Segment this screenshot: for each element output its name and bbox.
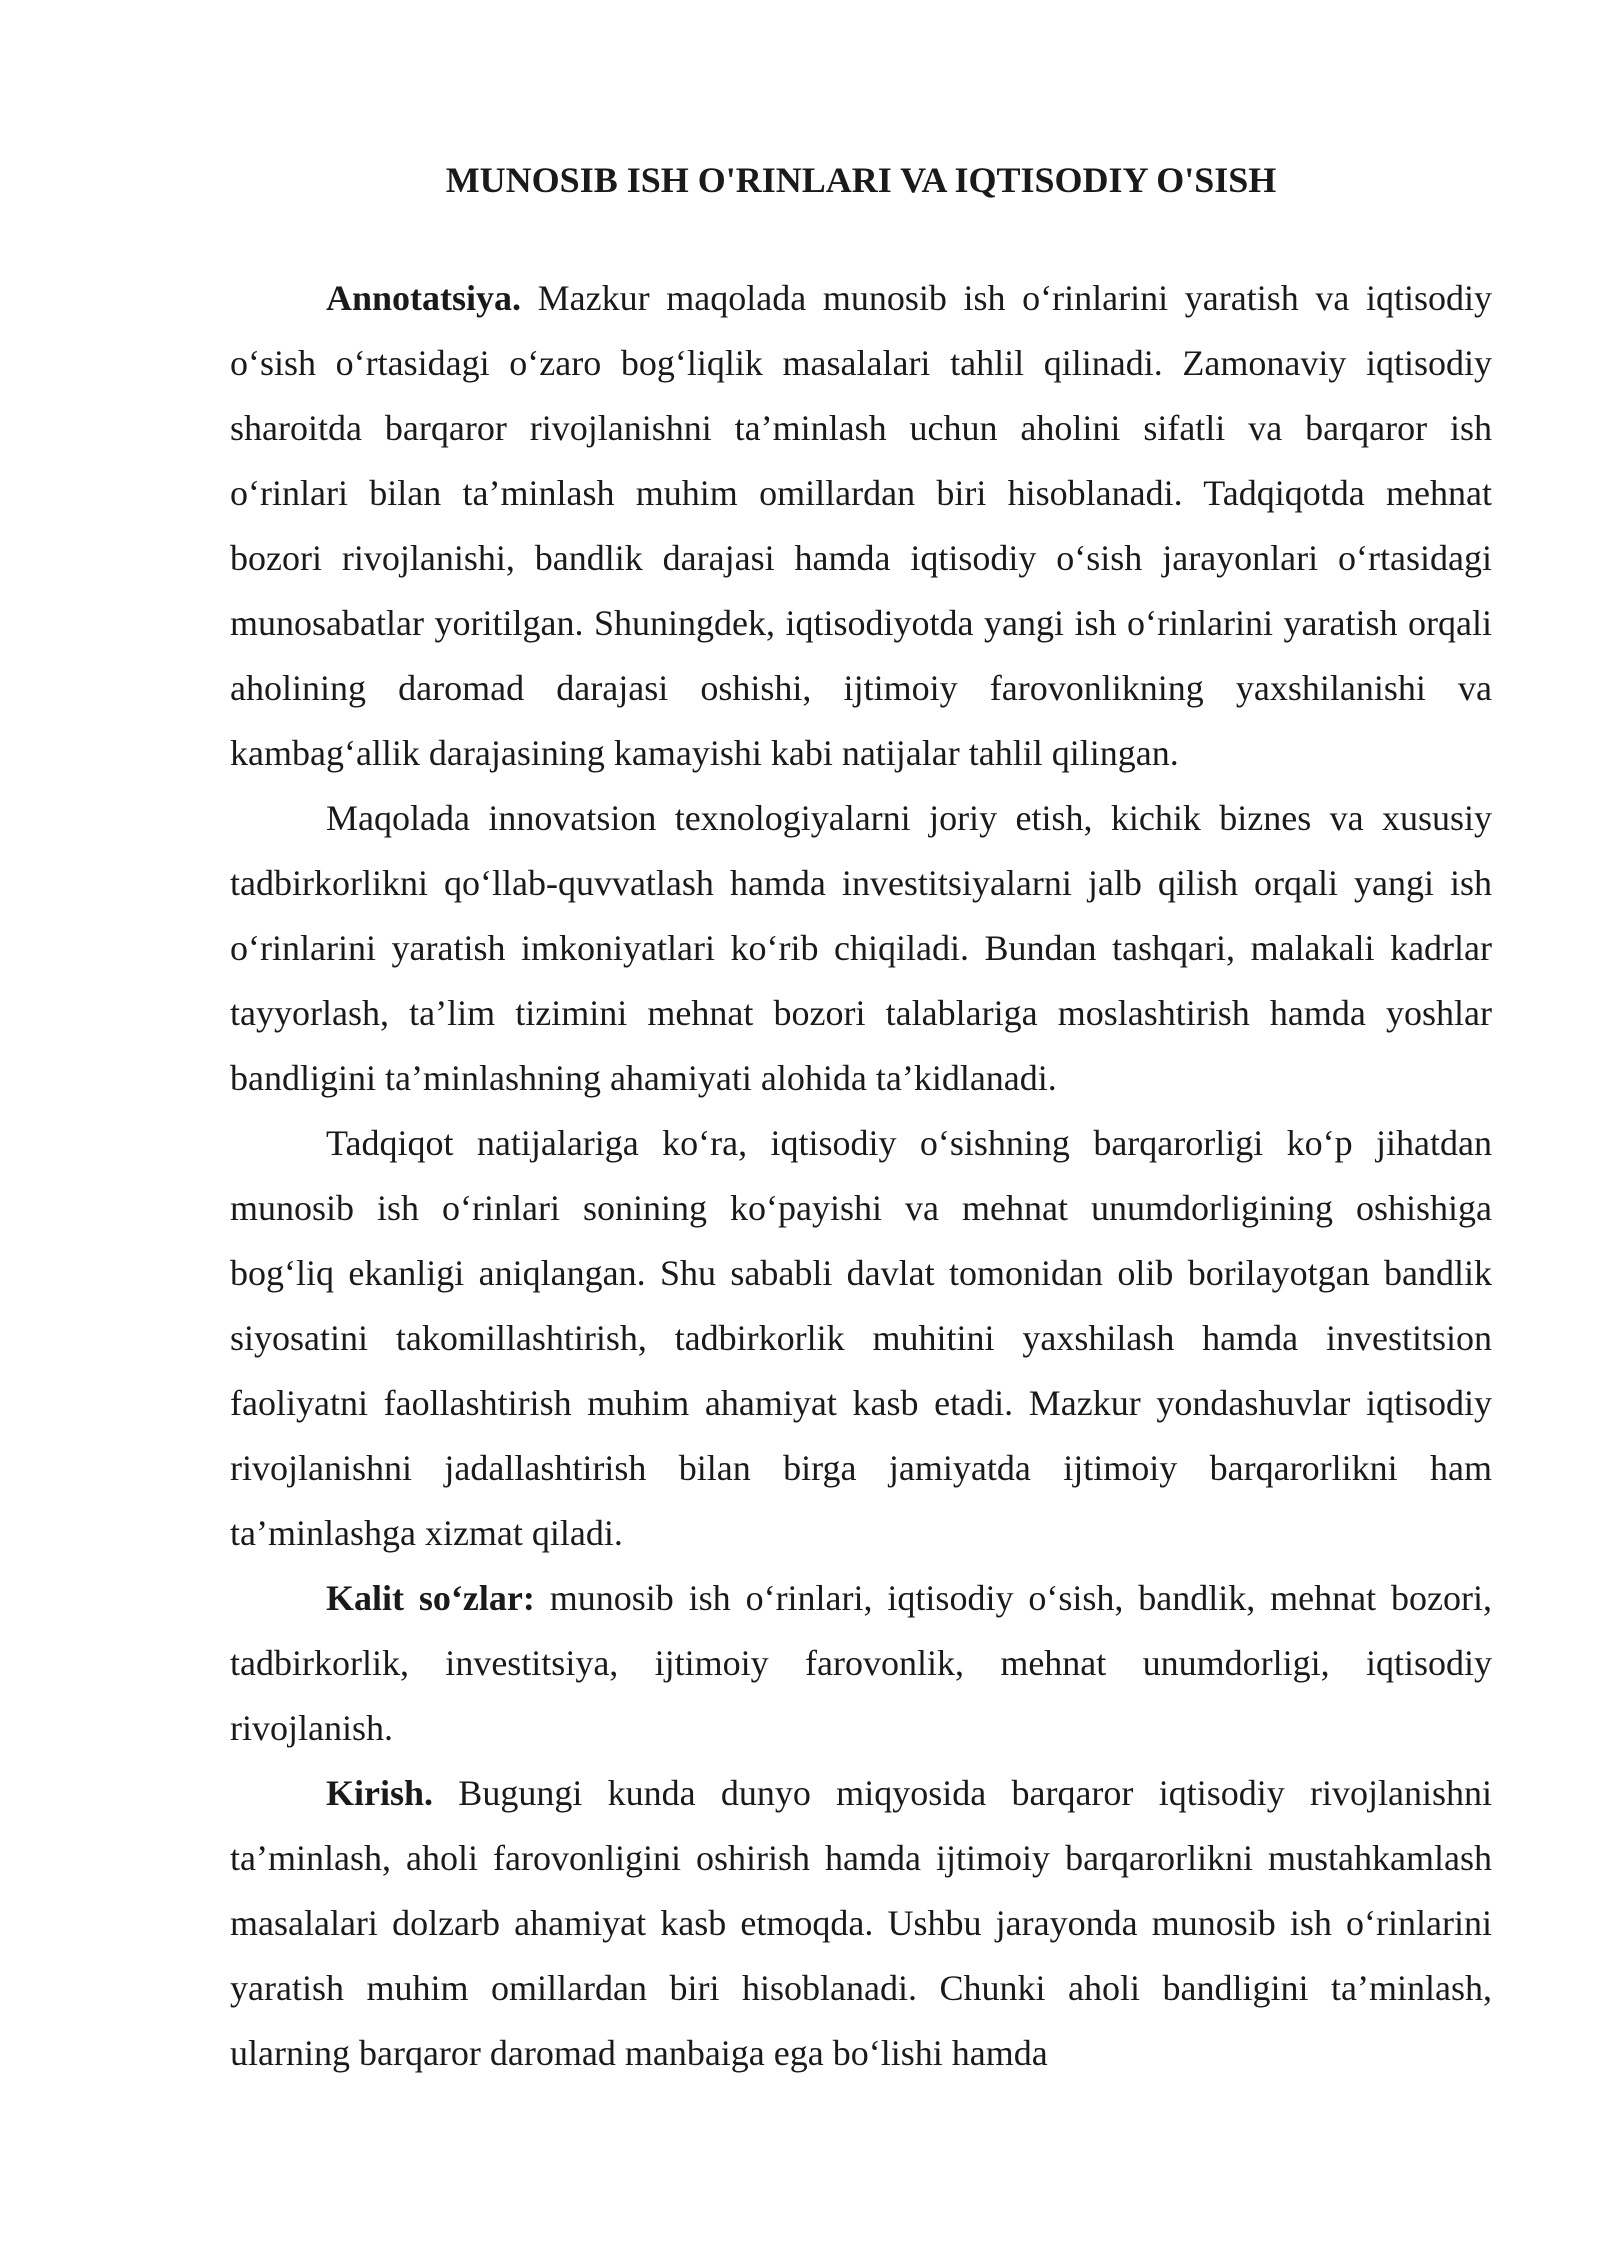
body-paragraph-2: Maqolada innovatsion texnologiyalarni joriy etish, kichik biznes va xususiy tadbirkorlikni qo‘llab-quvvatlash hamda investitsiyalarni jalb qilish orqali yangi ish o‘rinlarini yaratish imkoniyatlari ko‘rib chiqiladi. Bundan tashqari, malakali kadrlar tayyorlash, ta’lim tizimini mehnat bozori talablariga moslashtirish hamda yoshlar bandligini ta’minlashning ahamiyati alohida ta’kidlanadi. — [230, 798, 1492, 1098]
annotation-lead: Annotatsiya. — [326, 278, 522, 318]
document-title: MUNOSIB ISH O'RINLARI VA IQTISODIY O'SISH — [445, 160, 1277, 200]
introduction-text: Bugungi kunda dunyo miqyosida barqaror iqtisodiy rivojlanishni ta’minlash, aholi farovonligini oshirish hamda ijtimoiy barqarorlikni mustahkamlash masalalari dolzarb ahamiyat kasb etmoqda. Ushbu jarayonda munosib ish o‘rinlarini yaratish muhim omillardan biri hisoblanadi. Chunki aholi bandligini ta’minlash, ularning barqaror daromad manbaiga ega bo‘lishi hamda — [230, 1773, 1492, 2073]
keywords-lead: Kalit so‘zlar: — [326, 1578, 535, 1618]
document-page — [230, 130, 1492, 2086]
body-paragraph-3: Tadqiqot natijalariga ko‘ra, iqtisodiy o‘sishning barqarorligi ko‘p jihatdan munosib ish o‘rinlari sonining ko‘payishi va mehnat unumdorligining oshishiga bog‘liq ekanligi aniqlangan. Shu sababli davlat tomonidan olib borilayotgan bandlik siyosatini takomillashtirish, tadbirkorlik muhitini yaxshilash hamda investitsion faoliyatni faollashtirish muhim ahamiyat kasb etadi. Mazkur yondashuvlar iqtisodiy rivojlanishni jadallashtirish bilan birga jamiyatda ijtimoiy barqarorlikni ham ta’minlashga xizmat qiladi. — [230, 1123, 1492, 1553]
keywords-text: munosib ish o‘rinlari, iqtisodiy o‘sish, bandlik, mehnat bozori, tadbirkorlik, investitsiya, ijtimoiy farovonlik, mehnat unumdorligi, iqtisodiy rivojlanish. — [230, 1578, 1492, 1748]
introduction-lead: Kirish. — [326, 1773, 434, 1813]
annotation-paragraph — [230, 266, 1492, 786]
introduction-paragraph — [230, 1761, 1492, 2086]
annotation-text: Mazkur maqolada munosib ish o‘rinlarini yaratish va iqtisodiy o‘sish o‘rtasidagi o‘zaro bog‘liqlik masalalari tahlil qilinadi. Zamonaviy iqtisodiy sharoitda barqaror rivojlanishni ta’minlash uchun aholini sifatli va barqaror ish o‘rinlari bilan ta’minlash muhim omillardan biri hisoblanadi. Tadqiqotda mehnat bozori rivojlanishi, bandlik darajasi hamda iqtisodiy o‘sish jarayonlari o‘rtasidagi munosabatlar yoritilgan. Shuningdek, iqtisodiyotda yangi ish o‘rinlarini yaratish orqali aholining daromad darajasi oshishi, ijtimoiy farovonlikning yaxshilanishi va kambag‘allik darajasining kamayishi kabi natijalar tahlil qilingan. — [230, 278, 1492, 773]
keywords-paragraph — [230, 1566, 1492, 1761]
